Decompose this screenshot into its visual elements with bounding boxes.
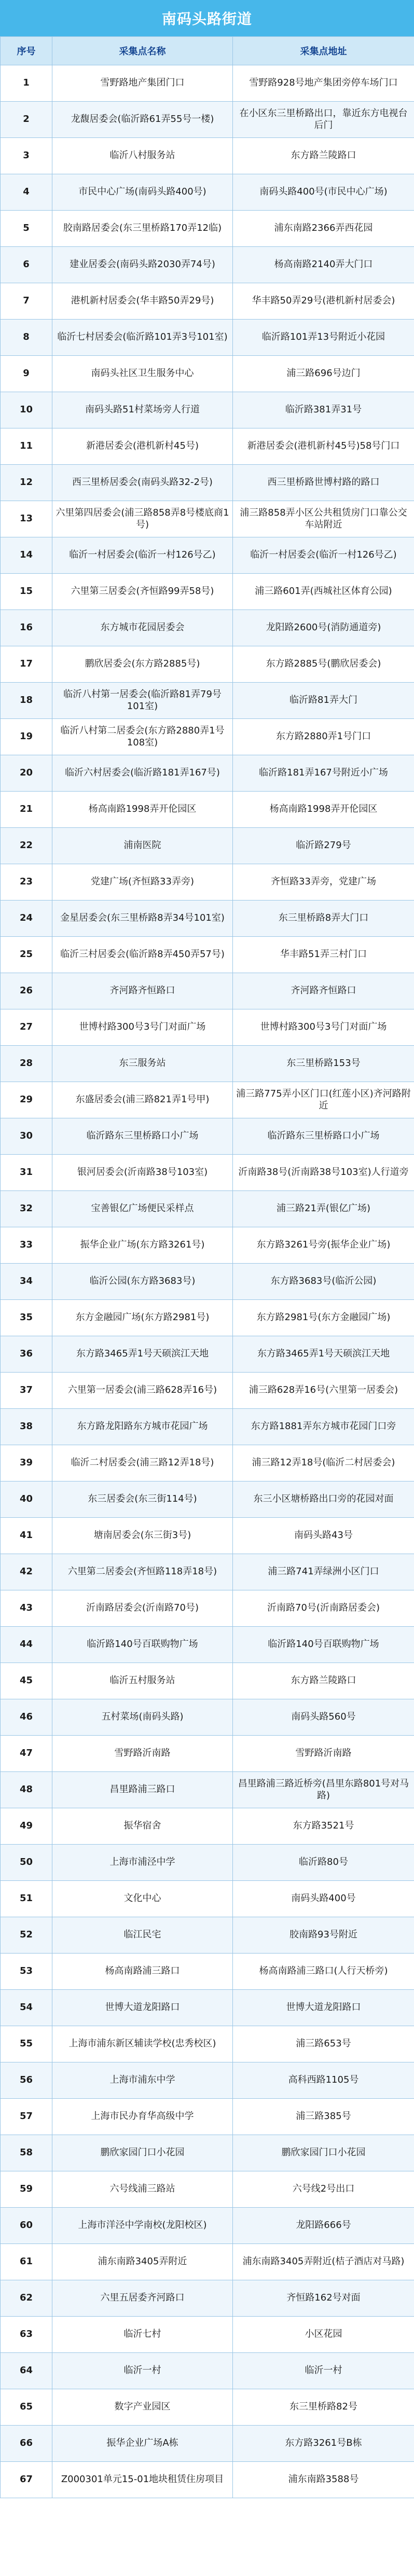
cell-site-address: 临沂路140号百联购物广场 bbox=[233, 1627, 414, 1663]
cell-index: 34 bbox=[1, 1264, 52, 1300]
table-row bbox=[1, 2280, 414, 2317]
cell-index: 25 bbox=[1, 937, 52, 973]
table-row bbox=[1, 428, 414, 465]
cell-site-name: 六里第三居委会(齐恒路99弄58号) bbox=[52, 574, 233, 610]
cell-site-name: 上海市浦东新区辅读学校(忠秀校区) bbox=[52, 2026, 233, 2062]
table-row bbox=[1, 1699, 414, 1736]
table-row bbox=[1, 2171, 414, 2208]
cell-site-address: 世博村路300号3号门对面广场 bbox=[233, 1009, 414, 1046]
cell-index: 9 bbox=[1, 356, 52, 392]
cell-site-name: 杨高南路1998弄开伦园区 bbox=[52, 792, 233, 828]
cell-index: 7 bbox=[1, 283, 52, 320]
cell-site-name: 雪野路沂南路 bbox=[52, 1736, 233, 1772]
cell-site-name: 六里第四居委会(浦三路858弄8号楼底商1号) bbox=[52, 501, 233, 537]
cell-index: 14 bbox=[1, 537, 52, 574]
cell-site-name: 上海市民办育华高级中学 bbox=[52, 2099, 233, 2135]
cell-site-name: 雪野路地产集团门口 bbox=[52, 65, 233, 102]
cell-site-name: 金星居委会(东三里桥路8弄34号101室) bbox=[52, 901, 233, 937]
cell-site-address: 浦三路601弄(西城社区体育公园) bbox=[233, 574, 414, 610]
table-row bbox=[1, 174, 414, 211]
cell-site-address: 东方路3683号(临沂公园) bbox=[233, 1264, 414, 1300]
cell-index: 65 bbox=[1, 2389, 52, 2426]
table-row bbox=[1, 1808, 414, 1845]
cell-index: 52 bbox=[1, 1917, 52, 1954]
table-row bbox=[1, 1554, 414, 1590]
cell-site-address: 南码头路400号(市民中心广场) bbox=[233, 174, 414, 211]
cell-site-name: 浦东南路3405弄附近 bbox=[52, 2244, 233, 2280]
cell-site-name: 南码头路51村菜场旁人行道 bbox=[52, 392, 233, 428]
cell-site-address: 世博大道龙阳路口 bbox=[233, 1990, 414, 2026]
table-row bbox=[1, 1663, 414, 1699]
cell-site-address: 浦三路628弄16号(六里第一居委会) bbox=[233, 1373, 414, 1409]
cell-index: 23 bbox=[1, 864, 52, 901]
cell-site-name: 临沂五村服务站 bbox=[52, 1663, 233, 1699]
cell-site-name: 党建广场(齐恒路33弄旁) bbox=[52, 864, 233, 901]
cell-index: 47 bbox=[1, 1736, 52, 1772]
cell-site-address: 东三里桥路82号 bbox=[233, 2389, 414, 2426]
table-row bbox=[1, 792, 414, 828]
header-site-name: 采集点名称 bbox=[52, 37, 233, 65]
table-row bbox=[1, 2389, 414, 2426]
cell-index: 59 bbox=[1, 2171, 52, 2208]
cell-site-address: 临沂路东三里桥路口小广场 bbox=[233, 1118, 414, 1155]
cell-index: 15 bbox=[1, 574, 52, 610]
cell-site-address: 浦三路385号 bbox=[233, 2099, 414, 2135]
cell-index: 57 bbox=[1, 2099, 52, 2135]
cell-site-address: 雪野路沂南路 bbox=[233, 1736, 414, 1772]
cell-site-address: 东三里桥路153号 bbox=[233, 1046, 414, 1082]
cell-index: 45 bbox=[1, 1663, 52, 1699]
cell-site-address: 沂南路70号(沂南路居委会) bbox=[233, 1590, 414, 1627]
cell-site-name: 东三服务站 bbox=[52, 1046, 233, 1082]
table-row bbox=[1, 1881, 414, 1917]
table-row bbox=[1, 1009, 414, 1046]
table-row bbox=[1, 1917, 414, 1954]
cell-index: 32 bbox=[1, 1191, 52, 1227]
table-row bbox=[1, 2026, 414, 2062]
table-row bbox=[1, 2208, 414, 2244]
cell-site-name: 上海市浦东中学 bbox=[52, 2062, 233, 2099]
table-row bbox=[1, 937, 414, 973]
cell-index: 64 bbox=[1, 2353, 52, 2389]
cell-site-address: 小区花园 bbox=[233, 2317, 414, 2353]
cell-site-name: 临沂六村居委会(临沂路181弄167号) bbox=[52, 755, 233, 792]
cell-site-name: 五村菜场(南码头路) bbox=[52, 1699, 233, 1736]
cell-index: 18 bbox=[1, 683, 52, 719]
cell-site-name: 临沂三村居委会(临沂路8弄450弄57号) bbox=[52, 937, 233, 973]
cell-site-address: 胶南路93号附近 bbox=[233, 1917, 414, 1954]
table-row bbox=[1, 211, 414, 247]
table-row bbox=[1, 1409, 414, 1445]
cell-site-address: 新港居委会(港机新村45号)58号门口 bbox=[233, 428, 414, 465]
cell-index: 20 bbox=[1, 755, 52, 792]
table-row bbox=[1, 1118, 414, 1155]
cell-site-name: 临沂七村 bbox=[52, 2317, 233, 2353]
header-index: 序号 bbox=[1, 37, 52, 65]
cell-site-address: 南码头路43号 bbox=[233, 1518, 414, 1554]
table-row bbox=[1, 2099, 414, 2135]
table-row bbox=[1, 2135, 414, 2171]
cell-index: 50 bbox=[1, 1845, 52, 1881]
table-row bbox=[1, 646, 414, 683]
cell-index: 31 bbox=[1, 1155, 52, 1191]
cell-index: 46 bbox=[1, 1699, 52, 1736]
cell-site-name: 胶南路居委会(东三里桥路170弄12临) bbox=[52, 211, 233, 247]
table-row bbox=[1, 320, 414, 356]
table-row bbox=[1, 2353, 414, 2389]
cell-index: 63 bbox=[1, 2317, 52, 2353]
cell-index: 36 bbox=[1, 1336, 52, 1373]
cell-index: 17 bbox=[1, 646, 52, 683]
table-row bbox=[1, 102, 414, 138]
cell-site-address: 临沂路80号 bbox=[233, 1845, 414, 1881]
cell-site-name: 东方路龙阳路东方城市花园广场 bbox=[52, 1409, 233, 1445]
table-body bbox=[1, 65, 414, 2498]
cell-index: 55 bbox=[1, 2026, 52, 2062]
cell-site-name: 上海市洋泾中学南校(龙阳校区) bbox=[52, 2208, 233, 2244]
cell-index: 56 bbox=[1, 2062, 52, 2099]
table-row bbox=[1, 901, 414, 937]
cell-index: 22 bbox=[1, 828, 52, 864]
cell-index: 30 bbox=[1, 1118, 52, 1155]
cell-site-name: 振华企业广场(东方路3261号) bbox=[52, 1227, 233, 1264]
cell-site-address: 西三里桥路世博村路的路口 bbox=[233, 465, 414, 501]
cell-site-address: 浦东南路3588号 bbox=[233, 2462, 414, 2498]
cell-index: 1 bbox=[1, 65, 52, 102]
cell-site-name: 银河居委会(沂南路38号103室) bbox=[52, 1155, 233, 1191]
cell-site-name: 西三里桥居委会(南码头路32-2号) bbox=[52, 465, 233, 501]
table-row bbox=[1, 356, 414, 392]
table-row bbox=[1, 1227, 414, 1264]
cell-site-address: 南码头路400号 bbox=[233, 1881, 414, 1917]
table-row bbox=[1, 574, 414, 610]
cell-site-name: 临沂路东三里桥路口小广场 bbox=[52, 1118, 233, 1155]
cell-site-address: 华丰路50弄29号(港机新村居委会) bbox=[233, 283, 414, 320]
cell-site-name: 临江民宅 bbox=[52, 1917, 233, 1954]
cell-site-name: 浦南医院 bbox=[52, 828, 233, 864]
cell-index: 19 bbox=[1, 719, 52, 755]
cell-site-address: 东方路3261号旁(振华企业广场) bbox=[233, 1227, 414, 1264]
cell-site-name: 昌里路浦三路口 bbox=[52, 1772, 233, 1808]
cell-site-address: 龙阳路666号 bbox=[233, 2208, 414, 2244]
cell-site-address: 浦东南路3405弄附近(桔子酒店对马路) bbox=[233, 2244, 414, 2280]
table-row bbox=[1, 1373, 414, 1409]
cell-index: 6 bbox=[1, 247, 52, 283]
table-row bbox=[1, 1772, 414, 1808]
table-row bbox=[1, 755, 414, 792]
cell-site-name: 塘南居委会(东三街3号) bbox=[52, 1518, 233, 1554]
cell-site-address: 华丰路51弄三村门口 bbox=[233, 937, 414, 973]
cell-site-name: 沂南路居委会(沂南路70号) bbox=[52, 1590, 233, 1627]
table-row bbox=[1, 138, 414, 174]
table-row bbox=[1, 1046, 414, 1082]
cell-index: 13 bbox=[1, 501, 52, 537]
cell-index: 49 bbox=[1, 1808, 52, 1845]
cell-site-name: 临沂一村居委会(临沂一村126号乙) bbox=[52, 537, 233, 574]
cell-site-address: 鹏欣家园门口小花园 bbox=[233, 2135, 414, 2171]
cell-site-address: 东方路2981号(东方金融园广场) bbox=[233, 1300, 414, 1336]
table-row bbox=[1, 247, 414, 283]
table-row bbox=[1, 283, 414, 320]
cell-site-address: 东方路2885号(鹏欣居委会) bbox=[233, 646, 414, 683]
cell-site-address: 临沂一村居委会(临沂一村126号乙) bbox=[233, 537, 414, 574]
table-row bbox=[1, 1845, 414, 1881]
cell-site-address: 浦三路858弄小区公共租赁房门口靠公交车站附近 bbox=[233, 501, 414, 537]
cell-site-name: 振华企业广场A栋 bbox=[52, 2426, 233, 2462]
cell-index: 2 bbox=[1, 102, 52, 138]
table-row bbox=[1, 2244, 414, 2280]
cell-site-address: 杨高南路浦三路口(人行天桥旁) bbox=[233, 1954, 414, 1990]
cell-site-name: 鹏欣家园门口小花园 bbox=[52, 2135, 233, 2171]
table-row bbox=[1, 2462, 414, 2498]
cell-site-address: 昌里路浦三路近桥旁(昌里东路801号对马路) bbox=[233, 1772, 414, 1808]
cell-site-name: 东盛居委会(浦三路821弄1号甲) bbox=[52, 1082, 233, 1118]
cell-site-name: 世博村路300号3号门对面广场 bbox=[52, 1009, 233, 1046]
table-row bbox=[1, 537, 414, 574]
cell-site-name: 市民中心广场(南码头路400号) bbox=[52, 174, 233, 211]
table-row bbox=[1, 1300, 414, 1336]
cell-site-address: 在小区东三里桥路出口，靠近东方电视台后门 bbox=[233, 102, 414, 138]
cell-site-name: 六号线浦三路站 bbox=[52, 2171, 233, 2208]
cell-site-name: 临沂七村居委会(临沂路101弄3号101室) bbox=[52, 320, 233, 356]
cell-site-name: 上海市浦泾中学 bbox=[52, 1845, 233, 1881]
cell-site-name: 临沂公园(东方路3683号) bbox=[52, 1264, 233, 1300]
cell-site-address: 东方路3521号 bbox=[233, 1808, 414, 1845]
table-row bbox=[1, 2062, 414, 2099]
table-row bbox=[1, 65, 414, 102]
cell-site-name: 东方城市花园居委会 bbox=[52, 610, 233, 646]
cell-index: 16 bbox=[1, 610, 52, 646]
table-row bbox=[1, 1736, 414, 1772]
cell-site-name: 六里五居委齐河路口 bbox=[52, 2280, 233, 2317]
header-site-address: 采集点地址 bbox=[233, 37, 414, 65]
cell-index: 35 bbox=[1, 1300, 52, 1336]
cell-site-address: 东三小区塘桥路出口旁的花园对面 bbox=[233, 1481, 414, 1518]
cell-index: 66 bbox=[1, 2426, 52, 2462]
cell-site-address: 东方路兰陵路口 bbox=[233, 1663, 414, 1699]
table-row bbox=[1, 610, 414, 646]
cell-index: 21 bbox=[1, 792, 52, 828]
cell-site-name: 东方金融园广场(东方路2981号) bbox=[52, 1300, 233, 1336]
table-row bbox=[1, 2317, 414, 2353]
table-row bbox=[1, 1590, 414, 1627]
cell-index: 51 bbox=[1, 1881, 52, 1917]
cell-index: 26 bbox=[1, 973, 52, 1009]
table-row bbox=[1, 1481, 414, 1518]
cell-site-address: 东方路3465弄1号天硕滨江天地 bbox=[233, 1336, 414, 1373]
cell-index: 43 bbox=[1, 1590, 52, 1627]
cell-site-name: 临沂八村第二居委会(东方路2880弄1号108室) bbox=[52, 719, 233, 755]
table-row bbox=[1, 392, 414, 428]
cell-site-name: 六里第二居委会(齐恒路118弄18号) bbox=[52, 1554, 233, 1590]
cell-site-address: 临沂路81弄大门 bbox=[233, 683, 414, 719]
cell-site-address: 浦三路21弄(银亿广场) bbox=[233, 1191, 414, 1227]
cell-index: 41 bbox=[1, 1518, 52, 1554]
cell-index: 33 bbox=[1, 1227, 52, 1264]
table-header-row bbox=[1, 37, 414, 65]
cell-site-address: 沂南路38号(沂南路38号103室)人行道旁 bbox=[233, 1155, 414, 1191]
table-row bbox=[1, 1336, 414, 1373]
cell-index: 24 bbox=[1, 901, 52, 937]
table-row bbox=[1, 973, 414, 1009]
cell-site-address: 南码头路560号 bbox=[233, 1699, 414, 1736]
cell-index: 10 bbox=[1, 392, 52, 428]
cell-site-name: 杨高南路浦三路口 bbox=[52, 1954, 233, 1990]
cell-site-address: 临沂路181弄167号附近小广场 bbox=[233, 755, 414, 792]
cell-site-address: 浦三路775弄小区门口(红莲小区)齐河路附近 bbox=[233, 1082, 414, 1118]
cell-site-address: 临沂路279号 bbox=[233, 828, 414, 864]
cell-site-name: 东方路3465弄1号天硕滨江天地 bbox=[52, 1336, 233, 1373]
cell-site-name: 新港居委会(港机新村45号) bbox=[52, 428, 233, 465]
cell-site-address: 浦三路696号边门 bbox=[233, 356, 414, 392]
table-row bbox=[1, 719, 414, 755]
cell-site-address: 龙阳路2600号(消防通道旁) bbox=[233, 610, 414, 646]
cell-site-address: 临沂路381弄31号 bbox=[233, 392, 414, 428]
cell-site-address: 高科西路1105号 bbox=[233, 2062, 414, 2099]
cell-index: 54 bbox=[1, 1990, 52, 2026]
cell-index: 61 bbox=[1, 2244, 52, 2280]
cell-site-name: 临沂二村居委会(浦三路12弄18号) bbox=[52, 1445, 233, 1481]
table-row bbox=[1, 864, 414, 901]
cell-site-name: 东三居委会(东三街114号) bbox=[52, 1481, 233, 1518]
cell-site-name: 临沂八村服务站 bbox=[52, 138, 233, 174]
cell-site-address: 浦东南路2366弄西花园 bbox=[233, 211, 414, 247]
cell-site-address: 东方路1881弄东方城市花园门口旁 bbox=[233, 1409, 414, 1445]
cell-site-name: 港机新村居委会(华丰路50弄29号) bbox=[52, 283, 233, 320]
table-row bbox=[1, 1191, 414, 1227]
cell-site-name: 临沂八村第一居委会(临沂路81弄79号101室) bbox=[52, 683, 233, 719]
page-title: 南码头路街道 bbox=[0, 0, 414, 36]
cell-site-name: 南码头社区卫生服务中心 bbox=[52, 356, 233, 392]
cell-site-name: 齐河路齐恒路口 bbox=[52, 973, 233, 1009]
cell-site-name: 数字产业园区 bbox=[52, 2389, 233, 2426]
table-row bbox=[1, 1082, 414, 1118]
cell-index: 48 bbox=[1, 1772, 52, 1808]
cell-index: 38 bbox=[1, 1409, 52, 1445]
table-row bbox=[1, 2426, 414, 2462]
cell-site-address: 雪野路928号地产集团旁停车场门口 bbox=[233, 65, 414, 102]
cell-index: 40 bbox=[1, 1481, 52, 1518]
cell-site-name: 六里第一居委会(浦三路628弄16号) bbox=[52, 1373, 233, 1409]
cell-index: 11 bbox=[1, 428, 52, 465]
cell-index: 8 bbox=[1, 320, 52, 356]
cell-site-address: 临沂路101弄13号附近小花园 bbox=[233, 320, 414, 356]
table-row bbox=[1, 683, 414, 719]
table-row bbox=[1, 1518, 414, 1554]
cell-site-name: Z000301单元15-01地块租赁住房项目 bbox=[52, 2462, 233, 2498]
cell-site-name: 鹏欣居委会(东方路2885号) bbox=[52, 646, 233, 683]
cell-index: 44 bbox=[1, 1627, 52, 1663]
cell-site-name: 文化中心 bbox=[52, 1881, 233, 1917]
sampling-points-table bbox=[0, 36, 414, 2498]
table-row bbox=[1, 1990, 414, 2026]
cell-site-address: 东方路3261号B栋 bbox=[233, 2426, 414, 2462]
cell-site-name: 建业居委会(南码头路2030弄74号) bbox=[52, 247, 233, 283]
cell-site-address: 浦三路12弄18号(临沂二村居委会) bbox=[233, 1445, 414, 1481]
cell-index: 39 bbox=[1, 1445, 52, 1481]
cell-index: 60 bbox=[1, 2208, 52, 2244]
cell-site-address: 杨高南路2140弄大门口 bbox=[233, 247, 414, 283]
table-row bbox=[1, 501, 414, 537]
cell-index: 28 bbox=[1, 1046, 52, 1082]
cell-site-name: 宝善银亿广场便民采样点 bbox=[52, 1191, 233, 1227]
cell-site-name: 临沂一村 bbox=[52, 2353, 233, 2389]
cell-index: 3 bbox=[1, 138, 52, 174]
table-row bbox=[1, 1264, 414, 1300]
cell-site-address: 东方路兰陵路口 bbox=[233, 138, 414, 174]
table-row bbox=[1, 1445, 414, 1481]
cell-index: 42 bbox=[1, 1554, 52, 1590]
cell-site-address: 齐恒路162号对面 bbox=[233, 2280, 414, 2317]
cell-index: 53 bbox=[1, 1954, 52, 1990]
table-row bbox=[1, 828, 414, 864]
cell-site-address: 临沂一村 bbox=[233, 2353, 414, 2389]
cell-index: 58 bbox=[1, 2135, 52, 2171]
cell-index: 29 bbox=[1, 1082, 52, 1118]
cell-index: 4 bbox=[1, 174, 52, 211]
cell-site-name: 龙馥居委会(临沂路61弄55号一楼) bbox=[52, 102, 233, 138]
cell-index: 67 bbox=[1, 2462, 52, 2498]
table-row bbox=[1, 1155, 414, 1191]
cell-site-address: 东三里桥路8弄大门口 bbox=[233, 901, 414, 937]
cell-index: 37 bbox=[1, 1373, 52, 1409]
cell-site-address: 齐恒路33弄旁，党建广场 bbox=[233, 864, 414, 901]
table-row bbox=[1, 1627, 414, 1663]
cell-index: 12 bbox=[1, 465, 52, 501]
cell-site-address: 东方路2880弄1号门口 bbox=[233, 719, 414, 755]
cell-site-address: 六号线2号出口 bbox=[233, 2171, 414, 2208]
cell-index: 27 bbox=[1, 1009, 52, 1046]
cell-site-address: 浦三路653号 bbox=[233, 2026, 414, 2062]
table-row bbox=[1, 465, 414, 501]
cell-index: 5 bbox=[1, 211, 52, 247]
cell-site-name: 临沂路140号百联购物广场 bbox=[52, 1627, 233, 1663]
cell-site-name: 振华宿舍 bbox=[52, 1808, 233, 1845]
cell-site-name: 世博大道龙阳路口 bbox=[52, 1990, 233, 2026]
cell-site-address: 浦三路741弄绿洲小区门口 bbox=[233, 1554, 414, 1590]
cell-site-address: 杨高南路1998弄开伦园区 bbox=[233, 792, 414, 828]
table-row bbox=[1, 1954, 414, 1990]
cell-index: 62 bbox=[1, 2280, 52, 2317]
cell-site-address: 齐河路齐恒路口 bbox=[233, 973, 414, 1009]
